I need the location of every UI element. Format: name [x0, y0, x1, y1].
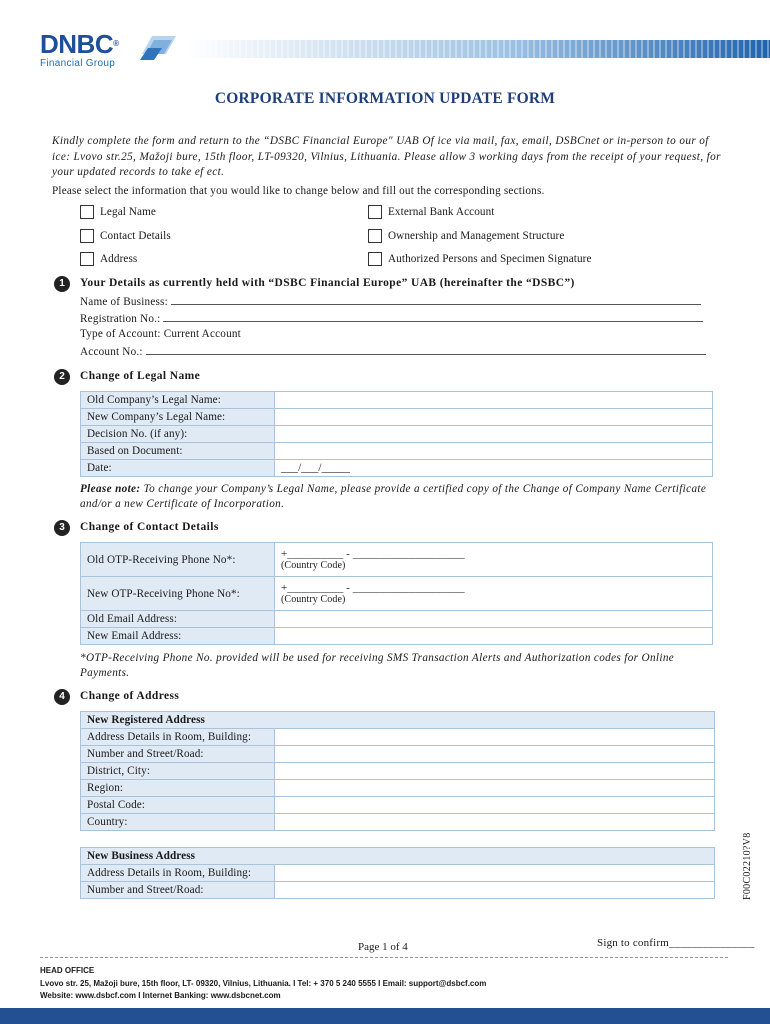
row-label: District, City:: [81, 763, 275, 780]
row-label: Postal Code:: [81, 797, 275, 814]
row-label: Old Email Address:: [81, 611, 275, 628]
new-email-input[interactable]: [275, 628, 713, 645]
checkbox-authorized-persons[interactable]: [368, 252, 592, 266]
table-row: [81, 814, 715, 831]
section-2-number: 2: [54, 369, 70, 385]
old-legal-name-input[interactable]: [275, 392, 713, 409]
footer-website-line: Website: www.dsbcf.com I Internet Banking: www.dsbcnet.com: [40, 991, 281, 1000]
country-input[interactable]: [275, 814, 715, 831]
row-label: Old OTP-Receiving Phone No*:: [81, 543, 275, 577]
district-city-input[interactable]: [275, 763, 715, 780]
business-address-header: New Business Address: [81, 848, 715, 865]
logo-name: DNBC®: [40, 29, 119, 59]
table-row: [81, 797, 715, 814]
checkbox-label: External Bank Account: [388, 206, 495, 218]
registered-address-table: [80, 711, 715, 831]
decision-no-input[interactable]: [275, 426, 713, 443]
country-code-label: (Country Code): [281, 559, 346, 571]
checkbox-label: Address: [100, 253, 138, 265]
section-1-title: Your Details as currently held with “DSBC Financial Europe” UAB (hereinafter the “DSBC”): [80, 277, 575, 289]
checkbox-contact-details[interactable]: [80, 229, 171, 243]
section-3-number: 3: [54, 520, 70, 536]
table-row: [81, 577, 713, 611]
legal-name-note: Please note: To change your Company’s Legal Name, please provide a certified copy of the Change of Company Name Certificate and/or a new Certificate of Incorporation.: [80, 483, 707, 510]
table-row: [81, 729, 715, 746]
intro-text: Kindly complete the form and return to the “DSBC Financial Europe" UAB Of ice via mail, fax, email, DSBCnet or in-person to our of ice: Lvovo str.25, Mažoji bure, 15th floor, LT-09320, Vilnius, Lithuania. Please allow 3 working days from the receipt of your request, for your updated records to take ef ect.: [52, 135, 721, 178]
new-legal-name-input[interactable]: [275, 409, 713, 426]
checkbox-external-bank-account[interactable]: [368, 205, 495, 219]
phone-format: +__________ - ____________________: [281, 547, 465, 560]
row-label: Country:: [81, 814, 275, 831]
row-label: New OTP-Receiving Phone No*:: [81, 577, 275, 611]
checkbox-box[interactable]: [80, 252, 94, 266]
checkbox-box[interactable]: [80, 205, 94, 219]
row-label: Old Company’s Legal Name:: [81, 392, 275, 409]
table-row: [81, 628, 713, 645]
checkbox-box[interactable]: [368, 205, 382, 219]
table-row: [81, 712, 715, 729]
checkbox-legal-name[interactable]: [80, 205, 156, 219]
section-1-number: 1: [54, 276, 70, 292]
checkbox-box[interactable]: [368, 229, 382, 243]
table-row: [81, 543, 713, 577]
type-of-account-value: Current Account: [163, 328, 241, 340]
phone-format: +__________ - ____________________: [281, 581, 465, 594]
page-number: Page 1 of 4: [358, 941, 408, 953]
legal-name-table: [80, 391, 713, 477]
row-label: Based on Document:: [81, 443, 275, 460]
postal-code-input[interactable]: [275, 797, 715, 814]
registered-address-header: New Registered Address: [81, 712, 715, 729]
checkbox-ownership-structure[interactable]: [368, 229, 564, 243]
business-address-table: [80, 847, 715, 899]
date-input[interactable]: ___/___/_____: [275, 460, 713, 477]
name-of-business-field[interactable]: Name of Business:: [80, 295, 701, 308]
table-row: [81, 460, 713, 477]
table-row: [81, 763, 715, 780]
checkbox-label: Legal Name: [100, 206, 156, 218]
type-of-account-field[interactable]: Type of Account: Current Account: [80, 328, 241, 340]
section-4-number: 4: [54, 689, 70, 705]
footer-band: [0, 1008, 770, 1024]
row-label: Number and Street/Road:: [81, 882, 275, 899]
address-details-input[interactable]: [275, 729, 715, 746]
business-address-details-input[interactable]: [275, 865, 715, 882]
otp-note: *OTP-Receiving Phone No. provided will be used for receiving SMS Transaction Alerts and Authorization codes for Online Payments.: [80, 652, 675, 679]
section-3-title: Change of Contact Details: [80, 521, 219, 533]
business-street-input[interactable]: [275, 882, 715, 899]
checkbox-box[interactable]: [80, 229, 94, 243]
logo-subtitle: Financial Group: [40, 58, 116, 69]
row-label: Address Details in Room, Building:: [81, 729, 275, 746]
checkbox-label: Contact Details: [100, 230, 171, 242]
table-row: [81, 882, 715, 899]
footer-head-office: HEAD OFFICE: [40, 966, 95, 975]
region-input[interactable]: [275, 780, 715, 797]
old-email-input[interactable]: [275, 611, 713, 628]
row-label: Address Details in Room, Building:: [81, 865, 275, 882]
footer-address-line: Lvovo str. 25, Mažoji bure, 15th floor, LT- 09320, Vilnius, Lithuania. I Tel: + 370 5 240 5555 I Email: support@dsbcf.com: [40, 979, 487, 988]
old-phone-input[interactable]: [275, 543, 713, 577]
new-phone-input[interactable]: [275, 577, 713, 611]
table-row: [81, 426, 713, 443]
contact-details-table: [80, 542, 713, 645]
row-label: Decision No. (if any):: [81, 426, 275, 443]
based-on-document-input[interactable]: [275, 443, 713, 460]
checkbox-label: Authorized Persons and Specimen Signature: [388, 253, 592, 265]
footer-divider: [40, 957, 728, 958]
table-row: [81, 409, 713, 426]
row-label: Number and Street/Road:: [81, 746, 275, 763]
logo-swoosh-icon: [138, 32, 178, 62]
row-label: Date:: [81, 460, 275, 477]
table-row: [81, 443, 713, 460]
table-row: [81, 611, 713, 628]
table-row: [81, 392, 713, 409]
street-input[interactable]: [275, 746, 715, 763]
row-label: New Email Address:: [81, 628, 275, 645]
section-4-title: Change of Address: [80, 690, 180, 702]
select-instruction: Please select the information that you would like to change below and fill out the corresponding sections.: [52, 185, 545, 197]
form-code: F00C02210?V8: [742, 832, 753, 900]
row-label: New Company’s Legal Name:: [81, 409, 275, 426]
registration-no-field[interactable]: Registration No.:: [80, 312, 703, 325]
account-no-field[interactable]: Account No.:: [80, 345, 706, 358]
country-code-label: (Country Code): [281, 593, 346, 605]
table-row: [81, 746, 715, 763]
checkbox-label: Ownership and Management Structure: [388, 230, 565, 242]
checkbox-box[interactable]: [368, 252, 382, 266]
table-row: [81, 865, 715, 882]
sign-to-confirm[interactable]: Sign to confirm_______________: [597, 937, 755, 949]
row-label: Region:: [81, 780, 275, 797]
checkbox-address[interactable]: [80, 252, 137, 266]
header-gradient-band: [185, 40, 770, 58]
table-row: [81, 780, 715, 797]
section-2-title: Change of Legal Name: [80, 370, 201, 382]
table-row: [81, 848, 715, 865]
form-title: CORPORATE INFORMATION UPDATE FORM: [214, 90, 556, 107]
company-logo: [40, 30, 180, 70]
